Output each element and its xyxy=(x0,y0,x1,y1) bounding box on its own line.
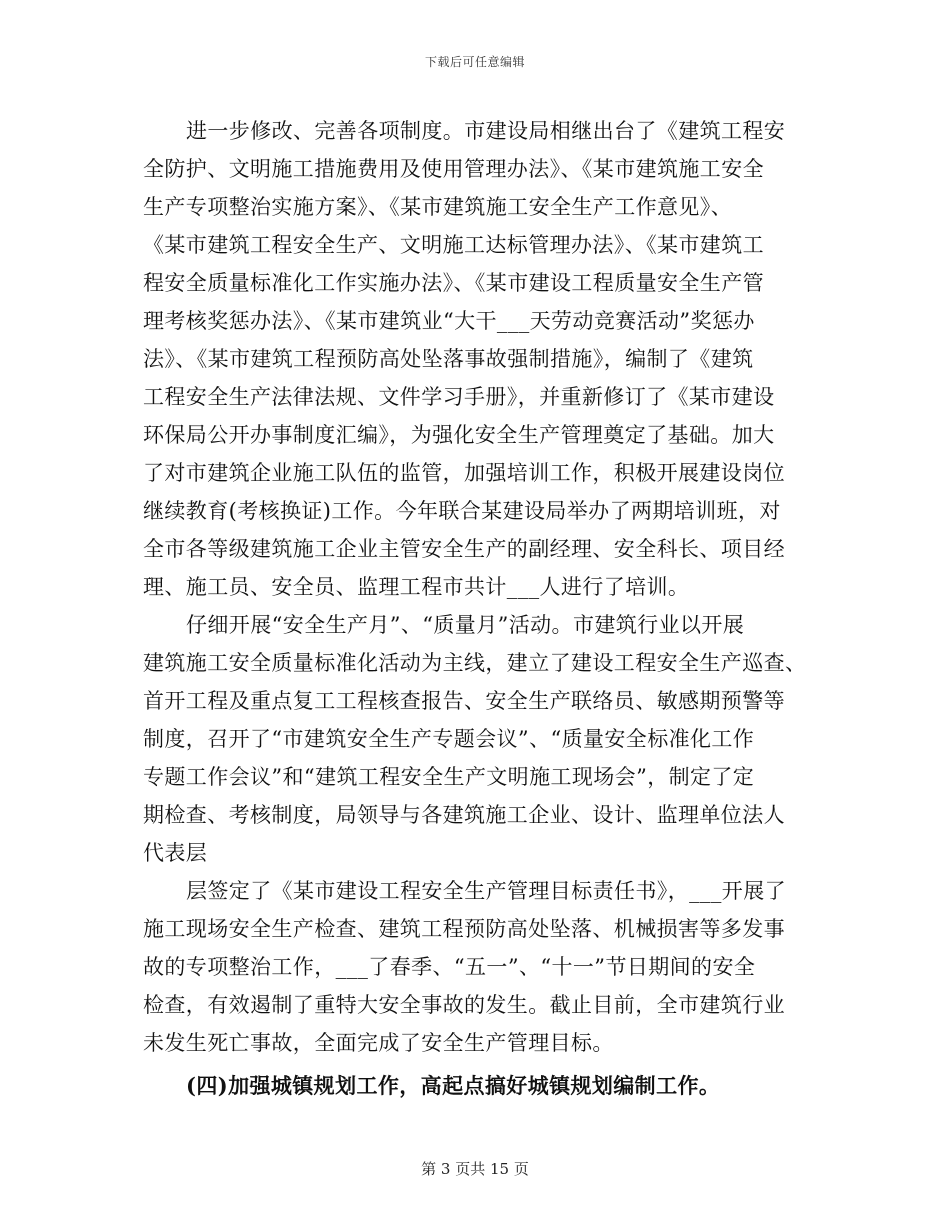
paragraph-2 xyxy=(143,606,811,872)
paragraph-1 xyxy=(143,112,811,606)
text-line: 制度，召开了“市建筑安全生产专题会议”、“质量安全标准化工作 xyxy=(143,727,755,751)
text-line: 故的专项整治工作，___了春季、“五一”、“十一”节日期间的安全 xyxy=(143,955,756,979)
text-line: 全市各等级建筑施工企业主管安全生产的副经理、安全科长、项目经 xyxy=(143,537,785,561)
text-line: 了对市建筑企业施工队伍的监管，加强培训工作，积极开展建设岗位 xyxy=(143,461,785,485)
text-line: 施工现场安全生产检查、建筑工程预防高处坠落、机械损害等多发事 xyxy=(143,917,785,941)
text-line: 未发生死亡事故，全面完成了安全生产管理目标。 xyxy=(143,1031,614,1055)
text-line: 全防护、文明施工措施费用及使用管理办法》、《某市建筑施工安全 xyxy=(143,157,764,181)
text-line: 层签定了《某市建设工程安全生产管理目标责任书》，___开展了 xyxy=(186,879,786,903)
section-heading: (四)加强城镇规划工作，高起点搞好城镇规划编制工作。 xyxy=(186,1073,721,1098)
text-line: 代表层 xyxy=(143,841,208,865)
text-line: 理考核奖惩办法》、《某市建筑业“大干___天劳动竞赛活动”奖惩办 xyxy=(143,309,755,333)
text-line: 进一步修改、完善各项制度。市建设局相继出台了《建筑工程安 xyxy=(186,119,786,143)
text-line: 理、施工员、安全员、监理工程市共计___人进行了培训。 xyxy=(143,575,690,599)
page-header: 下载后可任意编辑 xyxy=(424,55,525,69)
text-line: 首开工程及重点复工工程核查报告、安全生产联络员、敏感期预警等 xyxy=(143,689,785,713)
text-line: 生产专项整治实施方案》、《某市建筑施工安全生产工作意见》、 xyxy=(143,195,733,219)
paragraph-3 xyxy=(143,872,811,1062)
text-line: 工程安全生产法律法规、文件学习手册》，并重新修订了《某市建设 xyxy=(143,385,775,409)
text-line: 环保局公开办事制度汇编》，为强化安全生产管理奠定了基础。加大 xyxy=(143,423,775,447)
text-line: 继续教育(考核换证)工作。今年联合某建设局举办了两期培训班，对 xyxy=(143,499,781,523)
document-body xyxy=(143,112,811,1105)
text-line: 法》、《某市建筑工程预防高处坠落事故强制措施》，编制了《建筑 xyxy=(143,347,754,371)
text-line: 《某市建筑工程安全生产、文明施工达标管理办法》、《某市建筑工 xyxy=(143,233,764,257)
text-line: 检查，有效遏制了重特大安全事故的发生。截止目前，全市建筑行业 xyxy=(143,993,785,1017)
text-line: 仔细开展“安全生产月”、“质量月”活动。市建筑行业以开展 xyxy=(186,613,745,637)
text-line: 专题工作会议”和“建筑工程安全生产文明施工现场会”，制定了定 xyxy=(143,765,755,789)
text-line: 期检查、考核制度，局领导与各建筑施工企业、设计、监理单位法人 xyxy=(143,803,785,827)
page-number-footer: 第 3 页共 15 页 xyxy=(421,1160,529,1178)
text-line: 程安全质量标准化工作实施办法》、《某市建设工程质量安全生产管 xyxy=(143,271,764,295)
text-line: 建筑施工安全质量标准化活动为主线，建立了建设工程安全生产巡查、 xyxy=(143,651,807,675)
